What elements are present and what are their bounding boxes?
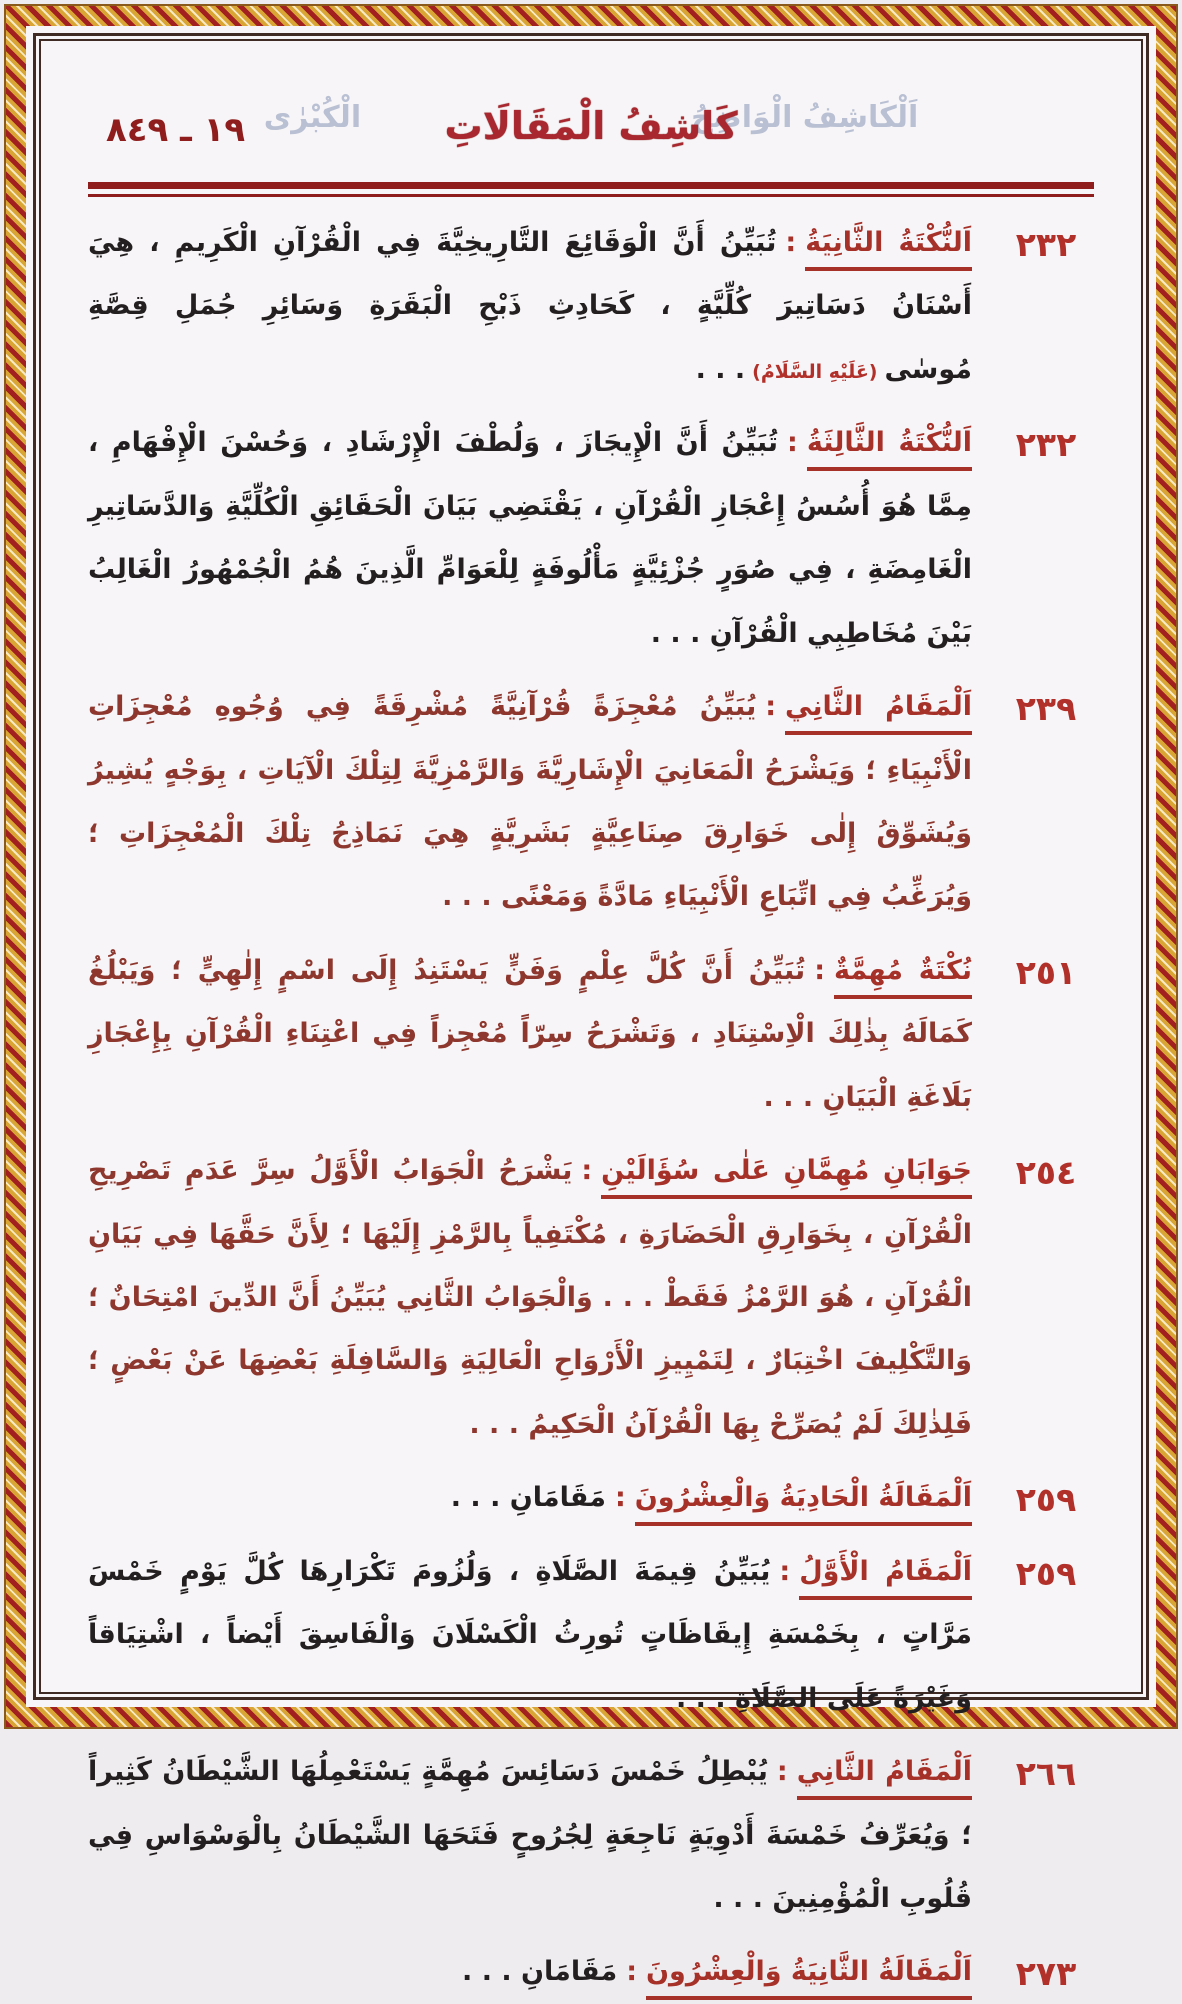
page-content	[88, 86, 1094, 1994]
entry-number: ٢٥٤	[1015, 1153, 1077, 1193]
page-title: كَاشِفُ الْمَقَالَاتِ	[444, 104, 738, 148]
entry-body: تُبَيِّنُ أَنَّ كُلَّ عِلْمٍ وَفَنٍّ يَسْتَنِدُ إِلَى اسْمٍ إِلٰهِيٍّ ؛ وَيَبْلُغُ كَمَالَهُ بِذٰلِكَ الْاِسْتِنَادِ ، وَتَشْرَحُ سِرّاً مُعْجِزاً فِي اعْتِنَاءِ الْقُرْآنِ بِإِعْجَازِ بَلَاغَةِ الْبَيَانِ . . .	[88, 954, 972, 1113]
heading-colon: :	[765, 691, 777, 723]
entry-body: يُبَيِّنُ مُعْجِزَةً قُرْآنِيَّةً مُشْرِقَةً فِي وُجُوهِ مُعْجِزَاتِ الْأَنْبِيَاءِ ؛ وَيَشْرَحُ الْمَعَانِيَ الْإِشَارِيَّةَ وَالرَّمْزِيَّةَ لِتِلْكَ الْآيَاتِ ، بِوَجْهٍ يُشِيرُ وَيُشَوِّقُ إِلٰى خَوَارِقَ صِنَاعِيَّةٍ بَشَرِيَّةٍ هِيَ نَمَاذِجُ تِلْكَ الْمُعْجِزَاتِ ؛ وَيُرَغِّبُ فِي اتِّبَاعِ الْأَنْبِيَاءِ مَادَّةً وَمَعْنًى . . .	[88, 691, 972, 913]
heading-colon: :	[785, 227, 797, 258]
entry-body: مَقَامَانِ . . .	[462, 1956, 618, 1988]
entries-list	[88, 211, 1094, 2004]
entry-body: يَشْرَحُ الْجَوَابُ الْأَوَّلُ سِرَّ عَدَمِ تَصْرِيحِ الْقُرْآنِ ، بِخَوَارِقِ الْحَضَارَةِ ، مُكْتَفِياً بِالرَّمْزِ إِلَيْهَا ؛ لِأَنَّ حَقَّهَا فِي بَيَانِ الْقُرْآنِ ، هُوَ الرَّمْزُ فَقَطْ . . . وَالْجَوَابُ الثَّانِي يُبَيِّنُ أَنَّ الدِّينَ امْتِحَانٌ ؛ وَالتَّكْلِيفَ اخْتِبَارٌ ، لِتَمْيِيزِ الْأَرْوَاحِ الْعَالِيَةِ وَالسَّافِلَةِ بَعْضِهَا عَنْ بَعْضٍ ؛ فَلِذٰلِكَ لَمْ يُصَرِّحْ بِهَا الْقُرْآنُ الْحَكِيمُ . . .	[88, 1155, 972, 1440]
entry-body-end: . . .	[695, 353, 746, 385]
page-number: ١٩ ـ ٨٤٩	[106, 110, 246, 150]
entry-paragraph	[88, 1139, 972, 1456]
entry-paragraph	[88, 675, 972, 929]
heading-colon: :	[814, 954, 825, 986]
entry-body: تُبَيِّنُ أَنَّ الْوَقَائِعَ التَّارِيخِيَّةَ فِي الْقُرْآنِ الْكَرِيمِ ، هِيَ أَسْنَانُ دَسَاتِيرَ كُلِّيَّةٍ ، كَحَادِثِ ذَبْحِ الْبَقَرَةِ وَسَائِرِ جُمَلِ قِصَّةِ مُوسٰى	[88, 227, 972, 385]
heading-colon: :	[787, 427, 798, 459]
header-double-rule	[88, 182, 1094, 197]
entry-number: ٢٣٢	[1015, 425, 1077, 465]
entry-paragraph	[88, 1466, 972, 1529]
entry-266	[88, 1740, 1094, 1930]
heading-colon: :	[776, 1756, 788, 1788]
entry-273	[88, 1940, 1094, 2003]
heading-colon: :	[614, 1482, 626, 1514]
entry-259-a	[88, 1466, 1094, 1529]
entry-heading: اَلنُّكْتَةُ الثَّالِثَةُ	[807, 427, 972, 471]
entry-heading: اَلْمَقَامُ الثَّانِي	[797, 1756, 972, 1800]
entry-paragraph	[88, 1940, 972, 2003]
entry-body: تُبَيِّنُ أَنَّ الْإِيجَازَ ، وَلُطْفَ الْإِرْشَادِ ، وَحُسْنَ الْإِفْهَامِ ، مِمَّا هُوَ أُسُسُ إِعْجَازِ الْقُرْآنِ ، يَقْتَضِي بَيَانَ الْحَقَائِقِ الْكُلِّيَّةِ وَالدَّسَاتِيرِ الْغَامِضَةِ ، فِي صُوَرٍ جُزْئِيَّةٍ مَأْلُوفَةٍ لِلْعَوَامِّ الَّذِينَ هُمُ الْجُمْهُورُ الْغَالِبُ بَيْنَ مُخَاطِبِي الْقُرْآنِ . . .	[88, 427, 972, 649]
entry-259-b	[88, 1540, 1094, 1730]
entry-heading: اَلْمَقَالَةُ الْحَادِيَةُ وَالْعِشْرُونَ	[635, 1482, 972, 1526]
entry-heading: اَلنُّكْتَةُ الثَّانِيَةُ	[805, 227, 972, 271]
entry-heading: اَلْمَقَامُ الثَّانِي	[785, 691, 972, 735]
entry-number: ٢٣٩	[1015, 689, 1077, 729]
page-header	[88, 86, 1094, 182]
heading-colon: :	[779, 1555, 791, 1587]
entry-paragraph	[88, 411, 972, 665]
entry-paragraph	[88, 1740, 972, 1930]
heading-colon: :	[626, 1956, 638, 1988]
entry-239	[88, 675, 1094, 929]
watermark-left-text: الْكُبْرٰى	[263, 100, 362, 135]
entry-heading: اَلْمَقَامُ الْأَوَّلُ	[799, 1556, 972, 1600]
entry-number: ٢٣٢	[1015, 225, 1077, 264]
entry-number: ٢٥٩	[1015, 1480, 1077, 1520]
entry-number: ٢٥٩	[1015, 1553, 1077, 1593]
entry-number: ٢٦٦	[1015, 1754, 1077, 1794]
entry-body: يُبْطِلُ خَمْسَ دَسَائِسَ مُهِمَّةٍ يَسْتَعْمِلُهَا الشَّيْطَانُ كَثِيراً ؛ وَيُعَرِّفُ خَمْسَةَ أَدْوِيَةٍ نَاجِعَةٍ لِجُرُوحٍ فَتَحَهَا الشَّيْطَانُ بِالْوَسْوَاسِ فِي قُلُوبِ الْمُؤْمِنِينَ . . .	[88, 1756, 972, 1914]
entry-body: يُبَيِّنُ قِيمَةَ الصَّلَاةِ ، وَلُزُومَ تَكْرَارِهَا كُلَّ يَوْمٍ خَمْسَ مَرَّاتٍ ، بِخَمْسَةِ إِيقَاظَاتٍ تُورِثُ الْكَسْلَانَ وَالْفَاسِقَ أَيْضاً ، اشْتِيَاقاً وَغَيْرَةً عَلَى الصَّلَاةِ . . .	[88, 1555, 972, 1714]
entry-paragraph	[88, 1540, 972, 1730]
entry-heading: نُكْتَةٌ مُهِمَّةٌ	[834, 955, 972, 999]
entry-251	[88, 939, 1094, 1129]
entry-232-b	[88, 411, 1094, 665]
watermark-right-text: اَلْكَاشِفُ الْوَاضِحُ	[691, 100, 919, 135]
entry-number: ٢٥١	[1015, 952, 1077, 992]
entry-paragraph	[88, 939, 972, 1129]
entry-254	[88, 1139, 1094, 1456]
page-paper	[26, 26, 1156, 1994]
entry-heading: اَلْمَقَالَةُ الثَّانِيَةُ وَالْعِشْرُونَ	[646, 1956, 972, 2000]
entry-body: مَقَامَانِ . . .	[450, 1482, 606, 1514]
entry-heading: جَوَابَانِ مُهِمَّانِ عَلٰى سُؤَالَيْنِ	[601, 1155, 972, 1199]
heading-colon: :	[581, 1155, 593, 1187]
entry-paragraph	[88, 211, 972, 401]
alayhis-salam-symbol: (عَلَيْهِ السَّلَامُ)	[752, 360, 878, 383]
entry-number: ٢٧٣	[1015, 1954, 1077, 1994]
entry-232-a	[88, 211, 1094, 401]
